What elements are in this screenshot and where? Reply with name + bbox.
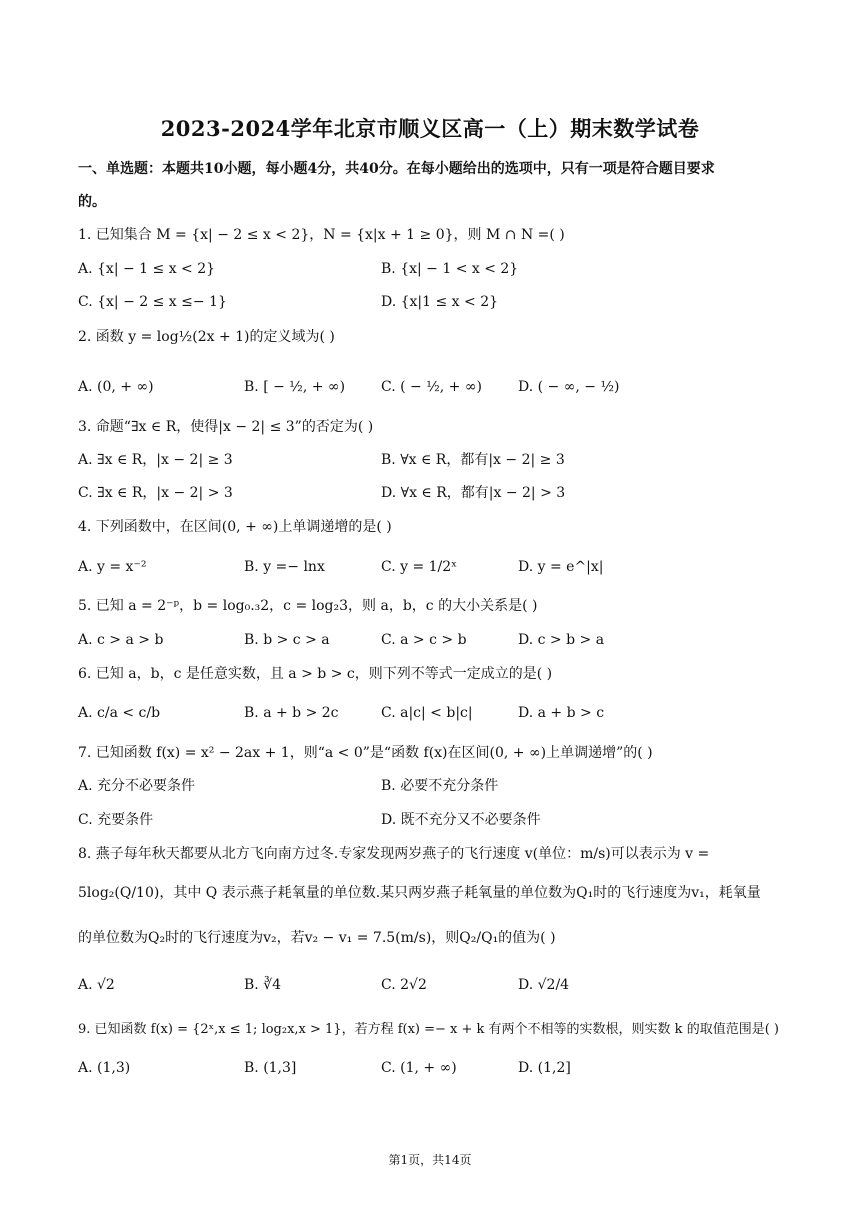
q1-option-a: A. {x| − 1 ≤ x < 2} [78,261,216,277]
question-7: 7. 已知函数 f(x) = x² − 2ax + 1，则“a < 0”是“函数 f(x)在区间(0, + ∞)上单调递增”的( ) [78,745,653,761]
q9-option-a: A. (1,3) [78,1060,131,1076]
q8-option-c: C. 2√2 [381,977,427,993]
section-heading: 一、单选题：本题共10小题，每小题4分，共40分。在每小题给出的选项中，只有一项是符合题目要求 [78,161,715,177]
q4-option-b: B. y =− lnx [244,559,325,575]
q9-option-b: B. (1,3] [244,1060,297,1076]
q6-option-b: B. a + b > 2c [244,705,339,721]
question-8-line3: 的单位数为Q₂时的飞行速度为v₂，若v₂ − v₁ = 7.5(m/s)，则Q₂/Q₁的值为( ) [78,930,556,946]
page-title: 2023-2024学年北京市顺义区高一（上）期末数学试卷 [160,116,700,141]
q7-option-b: B. 必要不充分条件 [381,778,499,794]
q8-option-a: A. √2 [78,977,115,993]
page-footer: 第1页，共14页 [388,1153,472,1167]
q9-option-d: D. (1,2] [518,1060,571,1076]
q5-option-b: B. b > c > a [244,632,330,648]
q6-option-d: D. a + b > c [518,705,605,721]
question-2: 2. 函数 y = log½(2x + 1)的定义域为( ) [78,329,335,345]
q2-option-b: B. [ − ½, + ∞) [244,379,346,395]
q2-option-d: D. ( − ∞, − ½) [518,379,620,395]
question-1: 1. 已知集合 M = {x| − 2 ≤ x < 2}，N = {x|x + 1 ≥ 0}，则 M ∩ N =( ) [78,227,565,243]
question-4: 4. 下列函数中，在区间(0, + ∞)上单调递增的是( ) [78,519,392,535]
q3-option-a: A. ∃x ∈ R，|x − 2| ≥ 3 [78,452,233,468]
q4-option-d: D. y = e^|x| [518,559,604,575]
question-3: 3. 命题“∃x ∈ R，使得|x − 2| ≤ 3”的否定为( ) [78,419,374,435]
section-heading-cont: 的。 [78,194,106,210]
q1-option-c: C. {x| − 2 ≤ x ≤− 1} [78,294,227,310]
question-6: 6. 已知 a，b，c 是任意实数，且 a > b > c，则下列不等式一定成立的是( ) [78,666,553,682]
q1-option-b: B. {x| − 1 < x < 2} [381,261,519,277]
q3-option-b: B. ∀x ∈ R，都有|x − 2| ≥ 3 [381,452,565,468]
q5-option-a: A. c > a > b [78,632,164,648]
q3-option-c: C. ∃x ∈ R，|x − 2| > 3 [78,485,233,501]
q4-option-c: C. y = 1/2ˣ [381,559,458,575]
question-9: 9. 已知函数 f(x) = {2ˣ,x ≤ 1; log₂x,x > 1}，若方程 f(x) =− x + k 有两个不相等的实数根，则实数 k 的取值范围是( ) [78,1022,779,1037]
question-5: 5. 已知 a = 2⁻ᵖ，b = log₀.₃2，c = log₂3，则 a，b，c 的大小关系是( ) [78,598,538,614]
q1-option-d: D. {x|1 ≤ x < 2} [381,294,499,310]
q5-option-c: C. a > c > b [381,632,467,648]
q6-option-c: C. a|c| < b|c| [381,705,473,721]
q4-option-a: A. y = x⁻² [78,559,147,575]
q7-option-c: C. 充要条件 [78,812,154,828]
q8-option-d: D. √2/4 [518,977,570,993]
q3-option-d: D. ∀x ∈ R，都有|x − 2| > 3 [381,485,566,501]
q2-option-c: C. ( − ½, + ∞) [381,379,482,395]
q2-option-a: A. (0, + ∞) [78,379,154,395]
question-8-line2: 5log₂(Q/10)，其中 Q 表示燕子耗氧量的单位数.某只两岁燕子耗氧量的单位数为Q₁时的飞行速度为v₁，耗氧量 [78,885,761,901]
q9-option-c: C. (1, + ∞) [381,1060,457,1076]
q6-option-a: A. c/a < c/b [78,705,161,721]
q7-option-d: D. 既不充分又不必要条件 [381,812,541,828]
q5-option-d: D. c > b > a [518,632,605,648]
question-8: 8. 燕子每年秋天都要从北方飞向南方过冬.专家发现两岁燕子的飞行速度 v(单位：m/s)可以表示为 v = [78,846,710,862]
q7-option-a: A. 充分不必要条件 [78,778,196,794]
q8-option-b: B. ∛4 [244,977,282,993]
